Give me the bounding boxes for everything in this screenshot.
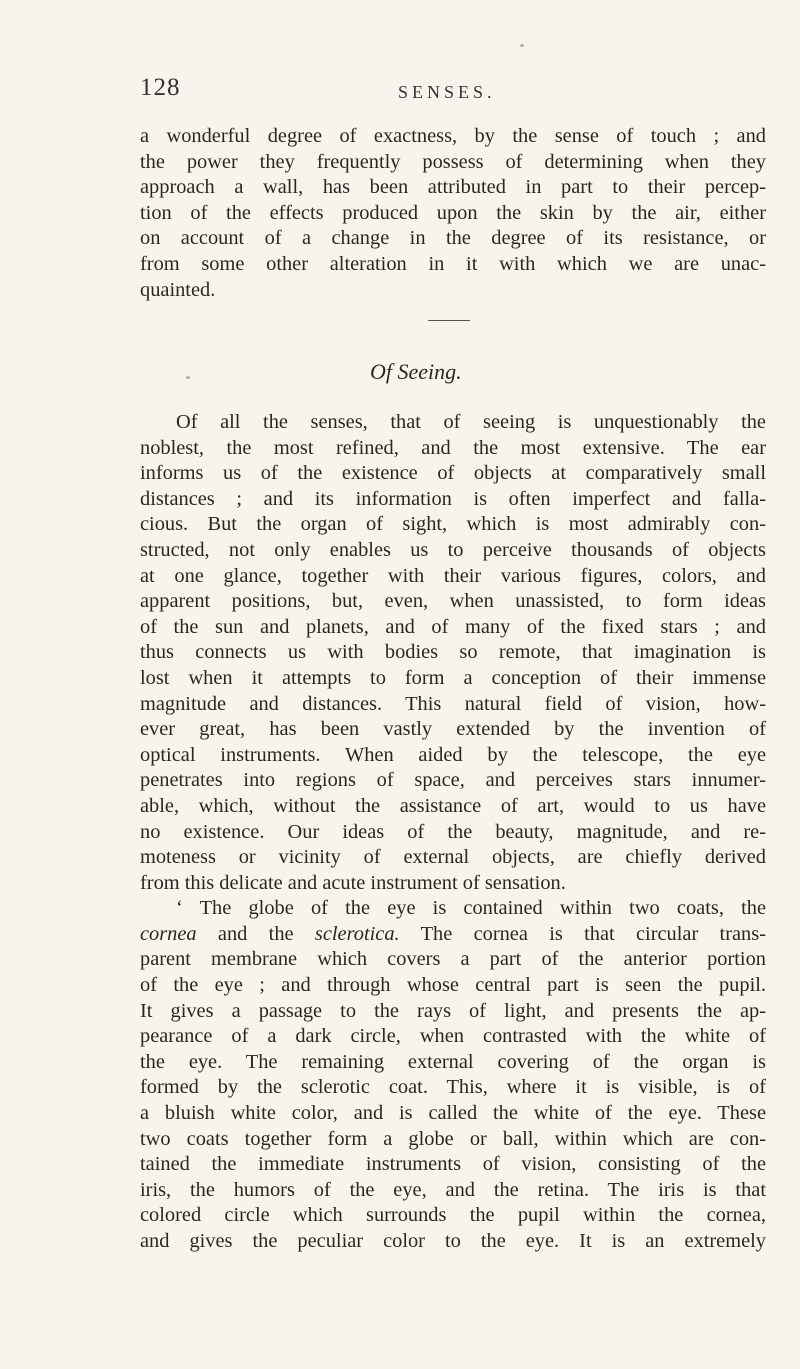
- term-sclerotica: sclerotica.: [314, 922, 400, 945]
- paper-speck: [186, 376, 190, 379]
- text-line: colored circle which surrounds the pupil within the cornea,: [140, 1204, 766, 1227]
- term-cornea: cornea: [140, 922, 197, 945]
- text-line: no existence. Our ideas of the beauty, magnitude, and re-: [140, 820, 766, 843]
- text-line: tained the immediate instruments of vision, consisting of the: [140, 1153, 766, 1176]
- text-line: moteness or vicinity of external objects, are chiefly derived: [140, 846, 766, 869]
- text-line: Of all the senses, that of seeing is unquestionably the: [176, 411, 766, 433]
- running-title: SENSES.: [398, 82, 496, 102]
- text-line: optical instruments. When aided by the telescope, the eye: [140, 743, 766, 766]
- text-line: It gives a passage to the rays of light, and presents the ap-: [140, 999, 766, 1022]
- text-line: formed by the sclerotic coat. This, where it is visible, is of: [140, 1076, 766, 1099]
- paragraph-of-seeing: [140, 410, 766, 1255]
- text-line: ‘ The globe of the eye is contained within two coats, the: [176, 897, 766, 920]
- paragraph-touch-continuation: [140, 124, 766, 303]
- text-line: lost when it attempts to form a conception of their immense: [140, 666, 766, 689]
- text-line: informs us of the existence of objects at comparatively small: [140, 462, 766, 485]
- paper-speck: [520, 44, 524, 47]
- text-line: from some other alteration in it with which we are unac-: [140, 252, 766, 275]
- text-line: able, which, without the assistance of art, would to us have: [140, 794, 766, 817]
- section-divider: [428, 320, 470, 321]
- text-line: the power they frequently possess of determining when they: [140, 150, 766, 173]
- page-number: 128: [140, 74, 181, 101]
- text-line: a wonderful degree of exactness, by the sense of touch ; and: [140, 125, 766, 147]
- text-line: from this delicate and acute instrument of sensation.: [140, 871, 566, 894]
- text-line: tion of the effects produced upon the skin by the air, either: [140, 201, 766, 224]
- text-line: magnitude and distances. This natural field of vision, how-: [140, 692, 766, 715]
- text-line: two coats together form a globe or ball, within which are con-: [140, 1127, 766, 1150]
- text-line: noblest, the most refined, and the most extensive. The ear: [140, 436, 766, 459]
- text-line: at one glance, together with their various figures, colors, and: [140, 564, 766, 587]
- section-title: Of Seeing.: [370, 359, 462, 384]
- text-line: cious. But the organ of sight, which is most admirably con-: [140, 513, 766, 536]
- text-line: quainted.: [140, 278, 216, 301]
- text-line: on account of a change in the degree of its resistance, or: [140, 227, 766, 250]
- text-line: and gives the peculiar color to the eye. It is an extremely: [140, 1230, 766, 1252]
- text-line: the eye. The remaining external covering of the organ is: [140, 1050, 766, 1073]
- text-line: parent membrane which covers a part of the anterior portion: [140, 948, 766, 971]
- text-line: iris, the humors of the eye, and the retina. The iris is that: [140, 1178, 766, 1201]
- text-line: of the eye ; and through whose central part is seen the pupil.: [140, 974, 766, 997]
- text-line: a bluish white color, and is called the white of the eye. These: [140, 1102, 766, 1125]
- text-line: thus connects us with bodies so remote, that imagination is: [140, 641, 766, 664]
- text-line: ever great, has been vastly extended by the invention of: [140, 718, 766, 741]
- text-line: cornea and the sclerotica. The cornea is that circular trans-: [140, 922, 766, 945]
- text-line: penetrates into regions of space, and perceives stars innumer-: [140, 769, 766, 792]
- text-line: structed, not only enables us to perceive thousands of objects: [140, 538, 766, 561]
- text-line: distances ; and its information is often imperfect and falla-: [140, 487, 766, 510]
- text-line: apparent positions, but, even, when unassisted, to form ideas: [140, 590, 766, 613]
- text-line: pearance of a dark circle, when contrasted with the white of: [140, 1025, 766, 1048]
- text-line: of the sun and planets, and of many of the fixed stars ; and: [140, 615, 766, 638]
- text-line: approach a wall, has been attributed in part to their percep-: [140, 176, 766, 199]
